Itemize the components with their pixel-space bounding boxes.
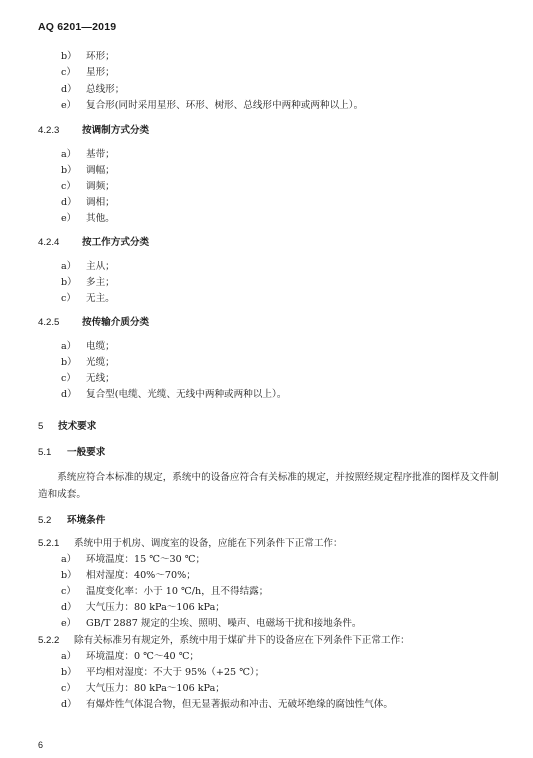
list-item: b） 平均相对湿度：不大于 95%（+25 ℃）； [61, 667, 265, 678]
section-heading-5-1: 5.1 一般要求 [38, 447, 106, 458]
list-item: a） 环境温度：0 ℃～40 ℃； [61, 651, 200, 662]
list-item: c） 无主。 [61, 293, 115, 304]
list-item: b） 光缆； [61, 357, 115, 368]
list-item: c） 星形； [61, 67, 115, 78]
page-number: 6 [38, 740, 44, 750]
list-item: e） GB/T 2887 规定的尘埃、照明、噪声、电磁场干扰和接地条件。 [61, 618, 362, 629]
clause-5-2-1: 5.2.1 系统中用于机房、调度室的设备，应能在下列条件下正常工作： [38, 538, 343, 549]
list-item: d） 总线形； [61, 84, 125, 95]
list-item: c） 温度变化率：小于 10 ℃/h，且不得结露； [61, 586, 269, 597]
list-item: d） 调相； [61, 197, 115, 208]
list-item: a） 主从； [61, 261, 115, 272]
document-id: AQ 6201—2019 [38, 21, 117, 33]
list-item: b） 调幅； [61, 165, 115, 176]
list-item: a） 基带； [61, 149, 115, 160]
clause-5-2-2: 5.2.2 除有关标准另有规定外，系统中用于煤矿井下的设备应在下列条件下正常工作： [38, 635, 410, 646]
list-item: c） 调频； [61, 181, 115, 192]
list-item: b） 多主； [61, 277, 115, 288]
section-body-5-1: 系统应符合本标准的规定，系统中的设备应符合有关标准的规定，并按照经规定程序批准的图样及文件制造和成套。 [38, 472, 499, 500]
section-heading-4-2-5: 4.2.5 按传输介质分类 [38, 317, 150, 328]
list-item: c） 无线； [61, 373, 115, 384]
section-heading-4-2-4: 4.2.4 按工作方式分类 [38, 237, 150, 248]
list-item: c） 大气压力：80 kPa～106 kPa； [61, 683, 225, 694]
list-item: d） 复合型(电缆、光缆、无线中两种或两种以上）。 [61, 389, 287, 400]
list-item: d） 有爆炸性气体混合物，但无显著振动和冲击、无破坏绝缘的腐蚀性气体。 [61, 699, 393, 710]
list-item: e） 复合形(同时采用星形、环形、树形、总线形中两种或两种以上）。 [61, 100, 364, 111]
section-heading-5: 5 技术要求 [38, 421, 97, 432]
list-item: a） 环境温度：15 ℃～30 ℃； [61, 554, 206, 565]
list-item: b） 相对湿度：40%～70%； [61, 570, 196, 581]
list-item: b） 环形； [61, 51, 115, 62]
list-item: d） 大气压力：80 kPa～106 kPa； [61, 602, 225, 613]
section-heading-5-2: 5.2 环境条件 [38, 515, 106, 526]
list-item: a） 电缆； [61, 341, 115, 352]
section-heading-4-2-3: 4.2.3 按调制方式分类 [38, 125, 150, 136]
list-item: e） 其他。 [61, 213, 115, 224]
